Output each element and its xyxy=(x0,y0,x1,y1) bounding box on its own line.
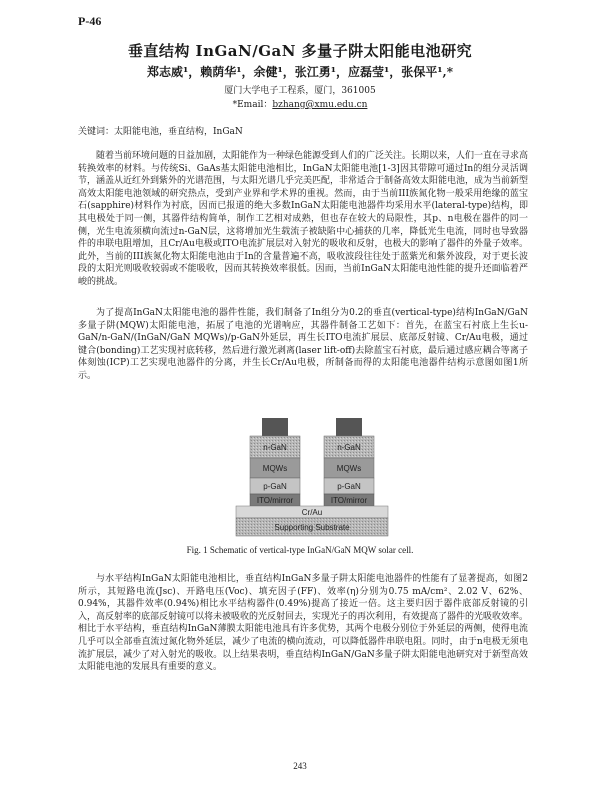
figure-caption: Fig. 1 Schematic of vertical-type InGaN/GaN MQW solar cell. xyxy=(186,545,414,555)
left-ito-mirror-label: ITO/mirror xyxy=(256,496,294,505)
left-p-gan-label: p-GaN xyxy=(263,482,287,491)
email-line xyxy=(0,97,600,110)
right-p-gan-label: p-GaN xyxy=(337,482,361,491)
page-number: 243 xyxy=(293,761,307,771)
paper-title: 垂直结构 InGaN/GaN 多量子阱太阳能电池研究 xyxy=(127,42,473,60)
email-prefix: *Email： xyxy=(232,100,273,110)
author-list: 郑志威¹，赖荫华¹，余健¹，张江勇¹，应磊莹¹，张保平¹,* xyxy=(147,65,453,79)
paragraph-method: 为了提高InGaN太阳能电池的器件性能，我们制备了In组分为0.2的垂直(vertical-type)结构InGaN/GaN多量子阱(MQW)太阳能电池，拓展了电池的光谱响应，其器件制备工艺如下：首先，在蓝宝石衬底上生长u-GaN/n-GaN/(InGaN/GaN MQWs)/p-GaN外延层，再生长ITO电流扩展层、底部反射镜、Cr/Au电极，通过键合(bonding)工艺实现衬底转移，然后进行激光剥离(laser lift-off)去除蓝宝石衬底，最后通过感应耦合等离子体刻蚀(ICP)工艺实现电池器件的分离，并生长Cr/Au电极，所制备而得的太阳能电池器件结构示意图如图1所示。 xyxy=(78,308,528,381)
page-id: P-46 xyxy=(78,14,102,28)
left-n-gan-label: n-GaN xyxy=(263,443,287,452)
left-top-electrode xyxy=(262,418,288,436)
keywords: 关键词：太阳能电池，垂直结构，InGaN xyxy=(78,127,243,137)
email-link[interactable]: bzhang@xmu.edu.cn xyxy=(272,100,368,110)
right-mqw-label: MQWs xyxy=(336,464,362,473)
paragraph-intro: 随着当前环境问题的日益加剧，太阳能作为一种绿色能源受到人们的广泛关注。长期以来，人们一直在寻求高转换效率的材料。与传统Si、GaAs基太阳能电池相比，InGaN太阳能电池[1-3]因其带隙可通过In的组分灵活调节，涵盖从近红外到紫外的光谱范围，与太阳光谱几乎完美匹配，非常适合于制备高效太阳能电池，成为当前新型高效太阳能电池领域的研究热点，受到产业界和学术界的重视。然而，由于当前III族氮化物一般采用绝缘的蓝宝石(sapphire)材料作为衬底，因而已报道的绝大多数InGaN太阳能电池器件均采用水平(lateral-type)结构，即其电极处于同一侧，其器件结构简单，制作工艺相对成熟，但也存在较大的局限性，其p、n电极在器件的同一侧，光生电流须横向流过n-GaN层，这将增加光生载流子被缺陷中心捕获的几率，降低光生电流，同时也导致器件的串联电阻增加，且Cr/Au电极或ITO电流扩展层对入射光的吸收和反射，也极大的影响了器件的外量子效率。此外，当前的III族氮化物太阳能电池由于In的含量普遍不高，吸收波段往往处于蓝紫光和紫外波段，对于更长波段的太阳光则吸收较弱或不能吸收，因而其转换效率很低。因而，当前InGaN太阳能电池性能的提升还面临着严峻的挑战。 xyxy=(78,151,529,287)
right-top-electrode xyxy=(336,418,362,436)
right-ito-mirror-label: ITO/mirror xyxy=(330,496,368,505)
left-mqw-label: MQWs xyxy=(262,464,288,473)
substrate-label: Supporting Substrate xyxy=(274,523,350,532)
paragraph-results: 与水平结构InGaN太阳能电池相比，垂直结构InGaN多量子阱太阳能电池器件的性能有了显著提高，如图2所示，其短路电流(Jsc)、开路电压(Voc)、填充因子(FF)、效率(η)分别为0.75 mA/cm²、2.02 V、62%、0.94%，其器件效率(0.94%)相比水平结构器件(0.49%)提高了接近一倍。这主要归因于器件底部反射镜的引入，高反射率的底部反射镜可以将未被吸收的光反射回去，实现光子的再次利用，有效提高了器件的光吸收效率。相比于水平结构，垂直结构InGaN薄膜太阳能电池具有许多优势，其两个电极分别位于外延层的两侧，使得电流几乎可以全部垂直流过氮化物外延层，减少了电流的横向流动，可以降低器件串联电阻。同时，由于n电极无须电流扩展层，减少了对入射光的吸收。以上结果表明，垂直结构InGaN/GaN多量子阱太阳能电池研究对于新型高效太阳能电池的发展具有重要的意义。 xyxy=(78,574,529,673)
right-n-gan-label: n-GaN xyxy=(337,443,361,452)
cr-au-label: Cr/Au xyxy=(301,508,323,517)
affiliation: 厦门大学电子工程系，厦门，361005 xyxy=(224,86,376,96)
device-schematic xyxy=(212,416,412,538)
